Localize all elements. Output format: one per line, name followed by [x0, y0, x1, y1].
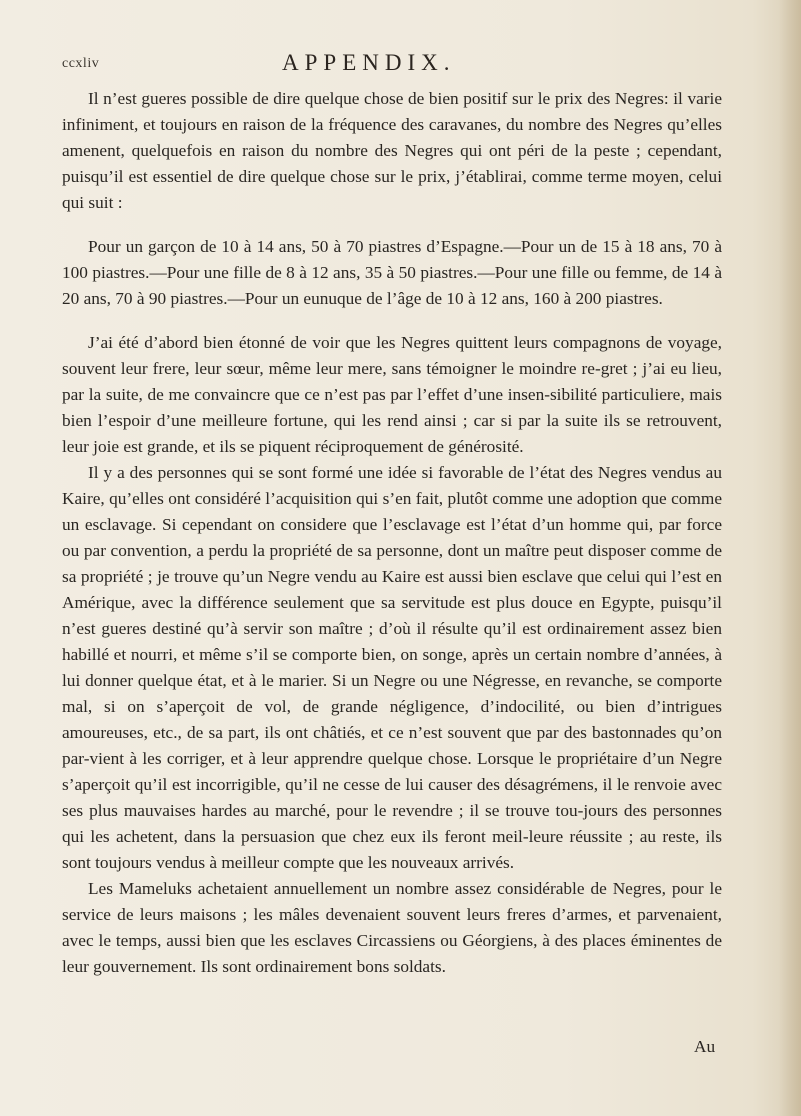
- paragraph-companions: J’ai été d’abord bien étonné de voir que les Negres quittent leurs compagnons de voyage, souvent leur frere, leur sœur, même leur mere, sans témoigner le moindre re-gret ; j’ai eu lieu, par la suite, de me convaincre que ce n’est pas par l’effet d’une insen-sibilité particuliere, mais bien l’espoir d’une meilleure fortune, qui les rend ainsi ; car si par la suite ils se retrouvent, leur joie est grande, et ils se piquent réciproquement de générosité.: [62, 333, 722, 456]
- body-text: [62, 86, 722, 980]
- page-edge-shading: [779, 0, 801, 1116]
- paragraph-price-list: Pour un garçon de 10 à 14 ans, 50 à 70 piastres d’Espagne.—Pour un de 15 à 18 ans, 70 à 100 piastres.—Pour une fille de 8 à 12 ans, 35 à 50 piastres.—Pour une fille ou femme, de 14 à 20 ans, 70 à 90 piastres.—Pour un eunuque de l’âge de 10 à 12 ans, 160 à 200 piastres.: [62, 237, 722, 308]
- paragraph-prices-intro: Il n’est gueres possible de dire quelque chose de bien positif sur le prix des Negres: il varie infiniment, et toujours en raison de la fréquence des caravanes, du nombre des Negres qu’elles amenent, quelquefois en raison du nombre des Negres qui ont péri de la peste ; cependant, puisqu’il est essentiel de dire quelque chose sur le prix, j’établirai, comme terme moyen, celui qui suit :: [62, 89, 722, 212]
- folio-number: ccxliv: [62, 56, 100, 71]
- paragraph-slavery: Il y a des personnes qui se sont formé une idée si favorable de l’état des Negres vendus au Kaire, qu’elles ont considéré l’acquisition qui s’en fait, plutôt comme une adoption que comme un esclavage. Si cependant on considere que l’esclavage est l’état d’un homme qui, par force ou par convention, a perdu la propriété de sa personne, dont un maître peut disposer comme de sa propriété ; je trouve qu’un Negre vendu au Kaire est aussi bien esclave que celui qui l’est en Amérique, avec la différence seulement que sa servitude est plus douce en Egypte, puisqu’il n’est gueres destiné qu’à servir son maître ; d’où il résulte qu’il est ordinairement assez bien habillé et nourri, et même s’il se comporte bien, on songe, après un certain nombre d’années, à lui donner quelque état, et à le marier. Si un Negre ou une Négresse, en revanche, se comporte mal, si on s’aperçoit de vol, de grande négligence, d’indocilité, ou bien d’intrigues amoureuses, etc., de sa part, ils ont châtiés, et ce n’est souvent que par des bastonnades qu’on par-vient à les corriger, et à leur apprendre quelque chose. Lorsque le propriétaire d’un Negre s’aperçoit qu’il est incorrigible, qu’il ne cesse de lui causer des désagrémens, il le renvoie avec ses plus mauvaises hardes au marché, pour le revendre ; il se trouve tou-jours des personnes qui les achetent, dans la persuasion que chez eux ils feront meil-leure réussite ; au reste, ils sont toujours vendus à meilleur compte que les nouveaux arrivés.: [62, 463, 722, 872]
- page-header: [62, 50, 722, 78]
- paragraph-mameluks: Les Mameluks achetaient annuellement un nombre assez considérable de Negres, pour le service de leurs maisons ; les mâles devenaient souvent leurs freres d’armes, et parvenaient, avec le temps, aussi bien que les esclaves Circassiens ou Géorgiens, à des places éminentes de leur gouvernement. Ils sont ordinairement bons soldats.: [62, 879, 722, 976]
- catchword: Au: [694, 1037, 716, 1056]
- running-title: APPENDIX.: [282, 50, 456, 75]
